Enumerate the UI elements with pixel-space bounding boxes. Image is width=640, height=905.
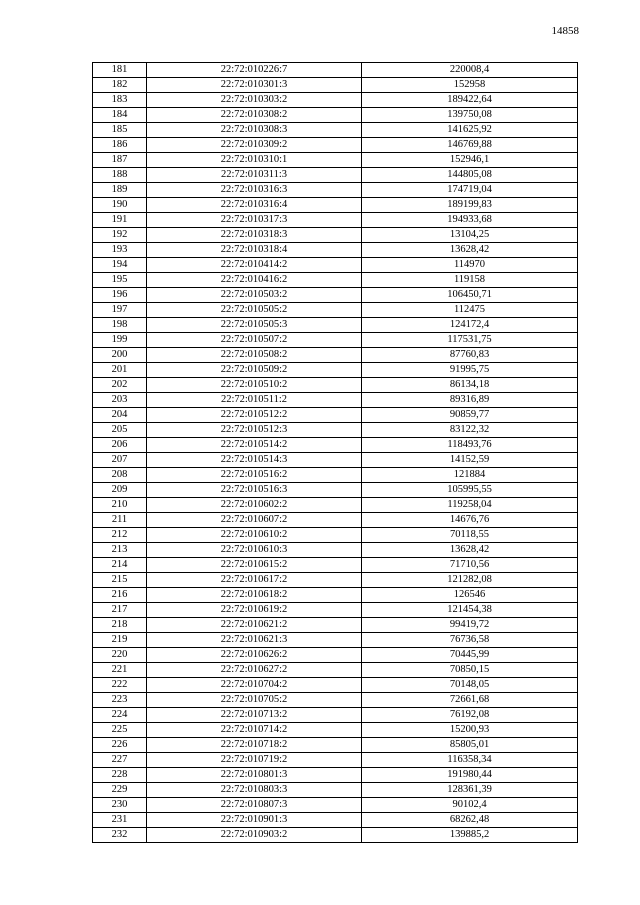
- row-number-cell: 196: [93, 288, 147, 303]
- row-number-cell: 213: [93, 543, 147, 558]
- table-row: [93, 648, 578, 663]
- cadastral-number-cell: 22:72:010226:7: [147, 63, 362, 78]
- value-cell: 144805,08: [362, 168, 578, 183]
- row-number-cell: 222: [93, 678, 147, 693]
- cadastral-number-cell: 22:72:010621:2: [147, 618, 362, 633]
- table-row: [93, 63, 578, 78]
- table-row: [93, 558, 578, 573]
- value-cell: 14676,76: [362, 513, 578, 528]
- value-cell: 90859,77: [362, 408, 578, 423]
- cadastral-number-cell: 22:72:010505:3: [147, 318, 362, 333]
- cadastral-number-cell: 22:72:010615:2: [147, 558, 362, 573]
- value-cell: 117531,75: [362, 333, 578, 348]
- table-row: [93, 378, 578, 393]
- table-row: [93, 753, 578, 768]
- page-number: 14858: [551, 25, 579, 37]
- cadastral-number-cell: 22:72:010316:3: [147, 183, 362, 198]
- value-cell: 112475: [362, 303, 578, 318]
- cadastral-number-cell: 22:72:010414:2: [147, 258, 362, 273]
- row-number-cell: 217: [93, 603, 147, 618]
- cadastral-number-cell: 22:72:010516:2: [147, 468, 362, 483]
- cadastral-number-cell: 22:72:010621:3: [147, 633, 362, 648]
- cadastral-number-cell: 22:72:010627:2: [147, 663, 362, 678]
- row-number-cell: 220: [93, 648, 147, 663]
- value-cell: 72661,68: [362, 693, 578, 708]
- table-row: [93, 333, 578, 348]
- table-row: [93, 213, 578, 228]
- table-row: [93, 408, 578, 423]
- cadastral-number-cell: 22:72:010503:2: [147, 288, 362, 303]
- value-cell: 86134,18: [362, 378, 578, 393]
- table-row: [93, 138, 578, 153]
- cadastral-number-cell: 22:72:010607:2: [147, 513, 362, 528]
- value-cell: 70148,05: [362, 678, 578, 693]
- value-cell: 99419,72: [362, 618, 578, 633]
- table-row: [93, 228, 578, 243]
- table-row: [93, 273, 578, 288]
- row-number-cell: 201: [93, 363, 147, 378]
- table-row: [93, 153, 578, 168]
- table-row: [93, 768, 578, 783]
- table-row: [93, 348, 578, 363]
- table-row: [93, 498, 578, 513]
- cadastral-number-cell: 22:72:010617:2: [147, 573, 362, 588]
- row-number-cell: 219: [93, 633, 147, 648]
- value-cell: 146769,88: [362, 138, 578, 153]
- row-number-cell: 231: [93, 813, 147, 828]
- table-row: [93, 483, 578, 498]
- row-number-cell: 191: [93, 213, 147, 228]
- row-number-cell: 212: [93, 528, 147, 543]
- row-number-cell: 208: [93, 468, 147, 483]
- row-number-cell: 206: [93, 438, 147, 453]
- row-number-cell: 205: [93, 423, 147, 438]
- value-cell: 118493,76: [362, 438, 578, 453]
- row-number-cell: 200: [93, 348, 147, 363]
- cadastral-number-cell: 22:72:010807:3: [147, 798, 362, 813]
- table-row: [93, 543, 578, 558]
- value-cell: 14152,59: [362, 453, 578, 468]
- table-row: [93, 453, 578, 468]
- table-row: [93, 363, 578, 378]
- value-cell: 121884: [362, 468, 578, 483]
- value-cell: 119258,04: [362, 498, 578, 513]
- cadastral-number-cell: 22:72:010508:2: [147, 348, 362, 363]
- table-row: [93, 243, 578, 258]
- cadastral-number-cell: 22:72:010318:3: [147, 228, 362, 243]
- table-row: [93, 528, 578, 543]
- cadastral-number-cell: 22:72:010602:2: [147, 498, 362, 513]
- row-number-cell: 189: [93, 183, 147, 198]
- row-number-cell: 184: [93, 108, 147, 123]
- row-number-cell: 198: [93, 318, 147, 333]
- cadastral-number-cell: 22:72:010704:2: [147, 678, 362, 693]
- cadastral-number-cell: 22:72:010509:2: [147, 363, 362, 378]
- row-number-cell: 218: [93, 618, 147, 633]
- row-number-cell: 203: [93, 393, 147, 408]
- table-row: [93, 798, 578, 813]
- row-number-cell: 224: [93, 708, 147, 723]
- value-cell: 70445,99: [362, 648, 578, 663]
- table-row: [93, 198, 578, 213]
- row-number-cell: 197: [93, 303, 147, 318]
- table-row: [93, 468, 578, 483]
- row-number-cell: 229: [93, 783, 147, 798]
- row-number-cell: 215: [93, 573, 147, 588]
- cadastral-number-cell: 22:72:010514:3: [147, 453, 362, 468]
- cadastral-number-cell: 22:72:010310:1: [147, 153, 362, 168]
- row-number-cell: 182: [93, 78, 147, 93]
- row-number-cell: 225: [93, 723, 147, 738]
- cadastral-number-cell: 22:72:010705:2: [147, 693, 362, 708]
- value-cell: 139885,2: [362, 828, 578, 843]
- table-row: [93, 678, 578, 693]
- value-cell: 70850,15: [362, 663, 578, 678]
- row-number-cell: 202: [93, 378, 147, 393]
- row-number-cell: 211: [93, 513, 147, 528]
- cadastral-number-cell: 22:72:010903:2: [147, 828, 362, 843]
- cadastral-number-cell: 22:72:010512:2: [147, 408, 362, 423]
- table-row: [93, 588, 578, 603]
- row-number-cell: 228: [93, 768, 147, 783]
- cadastral-number-cell: 22:72:010803:3: [147, 783, 362, 798]
- row-number-cell: 181: [93, 63, 147, 78]
- row-number-cell: 195: [93, 273, 147, 288]
- value-cell: 71710,56: [362, 558, 578, 573]
- cadastral-number-cell: 22:72:010516:3: [147, 483, 362, 498]
- cadastral-number-cell: 22:72:010512:3: [147, 423, 362, 438]
- value-cell: 15200,93: [362, 723, 578, 738]
- table-row: [93, 618, 578, 633]
- row-number-cell: 188: [93, 168, 147, 183]
- row-number-cell: 190: [93, 198, 147, 213]
- row-number-cell: 193: [93, 243, 147, 258]
- value-cell: 139750,08: [362, 108, 578, 123]
- value-cell: 152946,1: [362, 153, 578, 168]
- value-cell: 105995,55: [362, 483, 578, 498]
- cadastral-number-cell: 22:72:010316:4: [147, 198, 362, 213]
- value-cell: 70118,55: [362, 528, 578, 543]
- table-row: [93, 633, 578, 648]
- value-cell: 13628,42: [362, 543, 578, 558]
- table-row: [93, 438, 578, 453]
- cadastral-number-cell: 22:72:010626:2: [147, 648, 362, 663]
- row-number-cell: 187: [93, 153, 147, 168]
- table-row: [93, 783, 578, 798]
- cadastral-value-table: [92, 62, 578, 843]
- table-row: [93, 123, 578, 138]
- table-row: [93, 183, 578, 198]
- table-row: [93, 573, 578, 588]
- row-number-cell: 226: [93, 738, 147, 753]
- cadastral-number-cell: 22:72:010610:3: [147, 543, 362, 558]
- row-number-cell: 186: [93, 138, 147, 153]
- value-cell: 220008,4: [362, 63, 578, 78]
- cadastral-number-cell: 22:72:010901:3: [147, 813, 362, 828]
- value-cell: 90102,4: [362, 798, 578, 813]
- row-number-cell: 230: [93, 798, 147, 813]
- value-cell: 13628,42: [362, 243, 578, 258]
- cadastral-number-cell: 22:72:010308:3: [147, 123, 362, 138]
- row-number-cell: 223: [93, 693, 147, 708]
- value-cell: 106450,71: [362, 288, 578, 303]
- value-cell: 87760,83: [362, 348, 578, 363]
- table-row: [93, 393, 578, 408]
- value-cell: 141625,92: [362, 123, 578, 138]
- cadastral-number-cell: 22:72:010801:3: [147, 768, 362, 783]
- value-cell: 85805,01: [362, 738, 578, 753]
- cadastral-number-cell: 22:72:010510:2: [147, 378, 362, 393]
- cadastral-number-cell: 22:72:010416:2: [147, 273, 362, 288]
- value-cell: 83122,32: [362, 423, 578, 438]
- value-cell: 152958: [362, 78, 578, 93]
- cadastral-number-cell: 22:72:010308:2: [147, 108, 362, 123]
- row-number-cell: 214: [93, 558, 147, 573]
- table-row: [93, 693, 578, 708]
- cadastral-number-cell: 22:72:010719:2: [147, 753, 362, 768]
- row-number-cell: 232: [93, 828, 147, 843]
- value-cell: 13104,25: [362, 228, 578, 243]
- value-cell: 89316,89: [362, 393, 578, 408]
- row-number-cell: 183: [93, 93, 147, 108]
- table-row: [93, 93, 578, 108]
- table-row: [93, 603, 578, 618]
- table-row: [93, 78, 578, 93]
- cadastral-number-cell: 22:72:010714:2: [147, 723, 362, 738]
- cadastral-number-cell: 22:72:010317:3: [147, 213, 362, 228]
- row-number-cell: 192: [93, 228, 147, 243]
- table-row: [93, 663, 578, 678]
- value-cell: 121282,08: [362, 573, 578, 588]
- table-row: [93, 708, 578, 723]
- table-body: [93, 63, 578, 843]
- table-row: [93, 318, 578, 333]
- value-cell: 76192,08: [362, 708, 578, 723]
- table-row: [93, 168, 578, 183]
- table-row: [93, 423, 578, 438]
- row-number-cell: 204: [93, 408, 147, 423]
- cadastral-number-cell: 22:72:010514:2: [147, 438, 362, 453]
- row-number-cell: 209: [93, 483, 147, 498]
- value-cell: 76736,58: [362, 633, 578, 648]
- table-row: [93, 828, 578, 843]
- table-row: [93, 513, 578, 528]
- table-row: [93, 813, 578, 828]
- table-row: [93, 288, 578, 303]
- table-row: [93, 723, 578, 738]
- value-cell: 114970: [362, 258, 578, 273]
- row-number-cell: 207: [93, 453, 147, 468]
- value-cell: 174719,04: [362, 183, 578, 198]
- table-row: [93, 738, 578, 753]
- value-cell: 116358,34: [362, 753, 578, 768]
- value-cell: 126546: [362, 588, 578, 603]
- table-row: [93, 258, 578, 273]
- row-number-cell: 199: [93, 333, 147, 348]
- cadastral-number-cell: 22:72:010619:2: [147, 603, 362, 618]
- value-cell: 68262,48: [362, 813, 578, 828]
- value-cell: 124172,4: [362, 318, 578, 333]
- cadastral-number-cell: 22:72:010301:3: [147, 78, 362, 93]
- value-cell: 189422,64: [362, 93, 578, 108]
- cadastral-number-cell: 22:72:010311:3: [147, 168, 362, 183]
- cadastral-number-cell: 22:72:010303:2: [147, 93, 362, 108]
- row-number-cell: 221: [93, 663, 147, 678]
- row-number-cell: 185: [93, 123, 147, 138]
- value-cell: 128361,39: [362, 783, 578, 798]
- value-cell: 121454,38: [362, 603, 578, 618]
- row-number-cell: 194: [93, 258, 147, 273]
- cadastral-number-cell: 22:72:010618:2: [147, 588, 362, 603]
- value-cell: 91995,75: [362, 363, 578, 378]
- cadastral-number-cell: 22:72:010505:2: [147, 303, 362, 318]
- value-cell: 189199,83: [362, 198, 578, 213]
- row-number-cell: 210: [93, 498, 147, 513]
- cadastral-number-cell: 22:72:010507:2: [147, 333, 362, 348]
- value-cell: 119158: [362, 273, 578, 288]
- table-row: [93, 108, 578, 123]
- value-cell: 191980,44: [362, 768, 578, 783]
- cadastral-number-cell: 22:72:010718:2: [147, 738, 362, 753]
- cadastral-number-cell: 22:72:010309:2: [147, 138, 362, 153]
- row-number-cell: 227: [93, 753, 147, 768]
- row-number-cell: 216: [93, 588, 147, 603]
- table-row: [93, 303, 578, 318]
- cadastral-number-cell: 22:72:010713:2: [147, 708, 362, 723]
- cadastral-number-cell: 22:72:010511:2: [147, 393, 362, 408]
- value-cell: 194933,68: [362, 213, 578, 228]
- cadastral-number-cell: 22:72:010318:4: [147, 243, 362, 258]
- cadastral-number-cell: 22:72:010610:2: [147, 528, 362, 543]
